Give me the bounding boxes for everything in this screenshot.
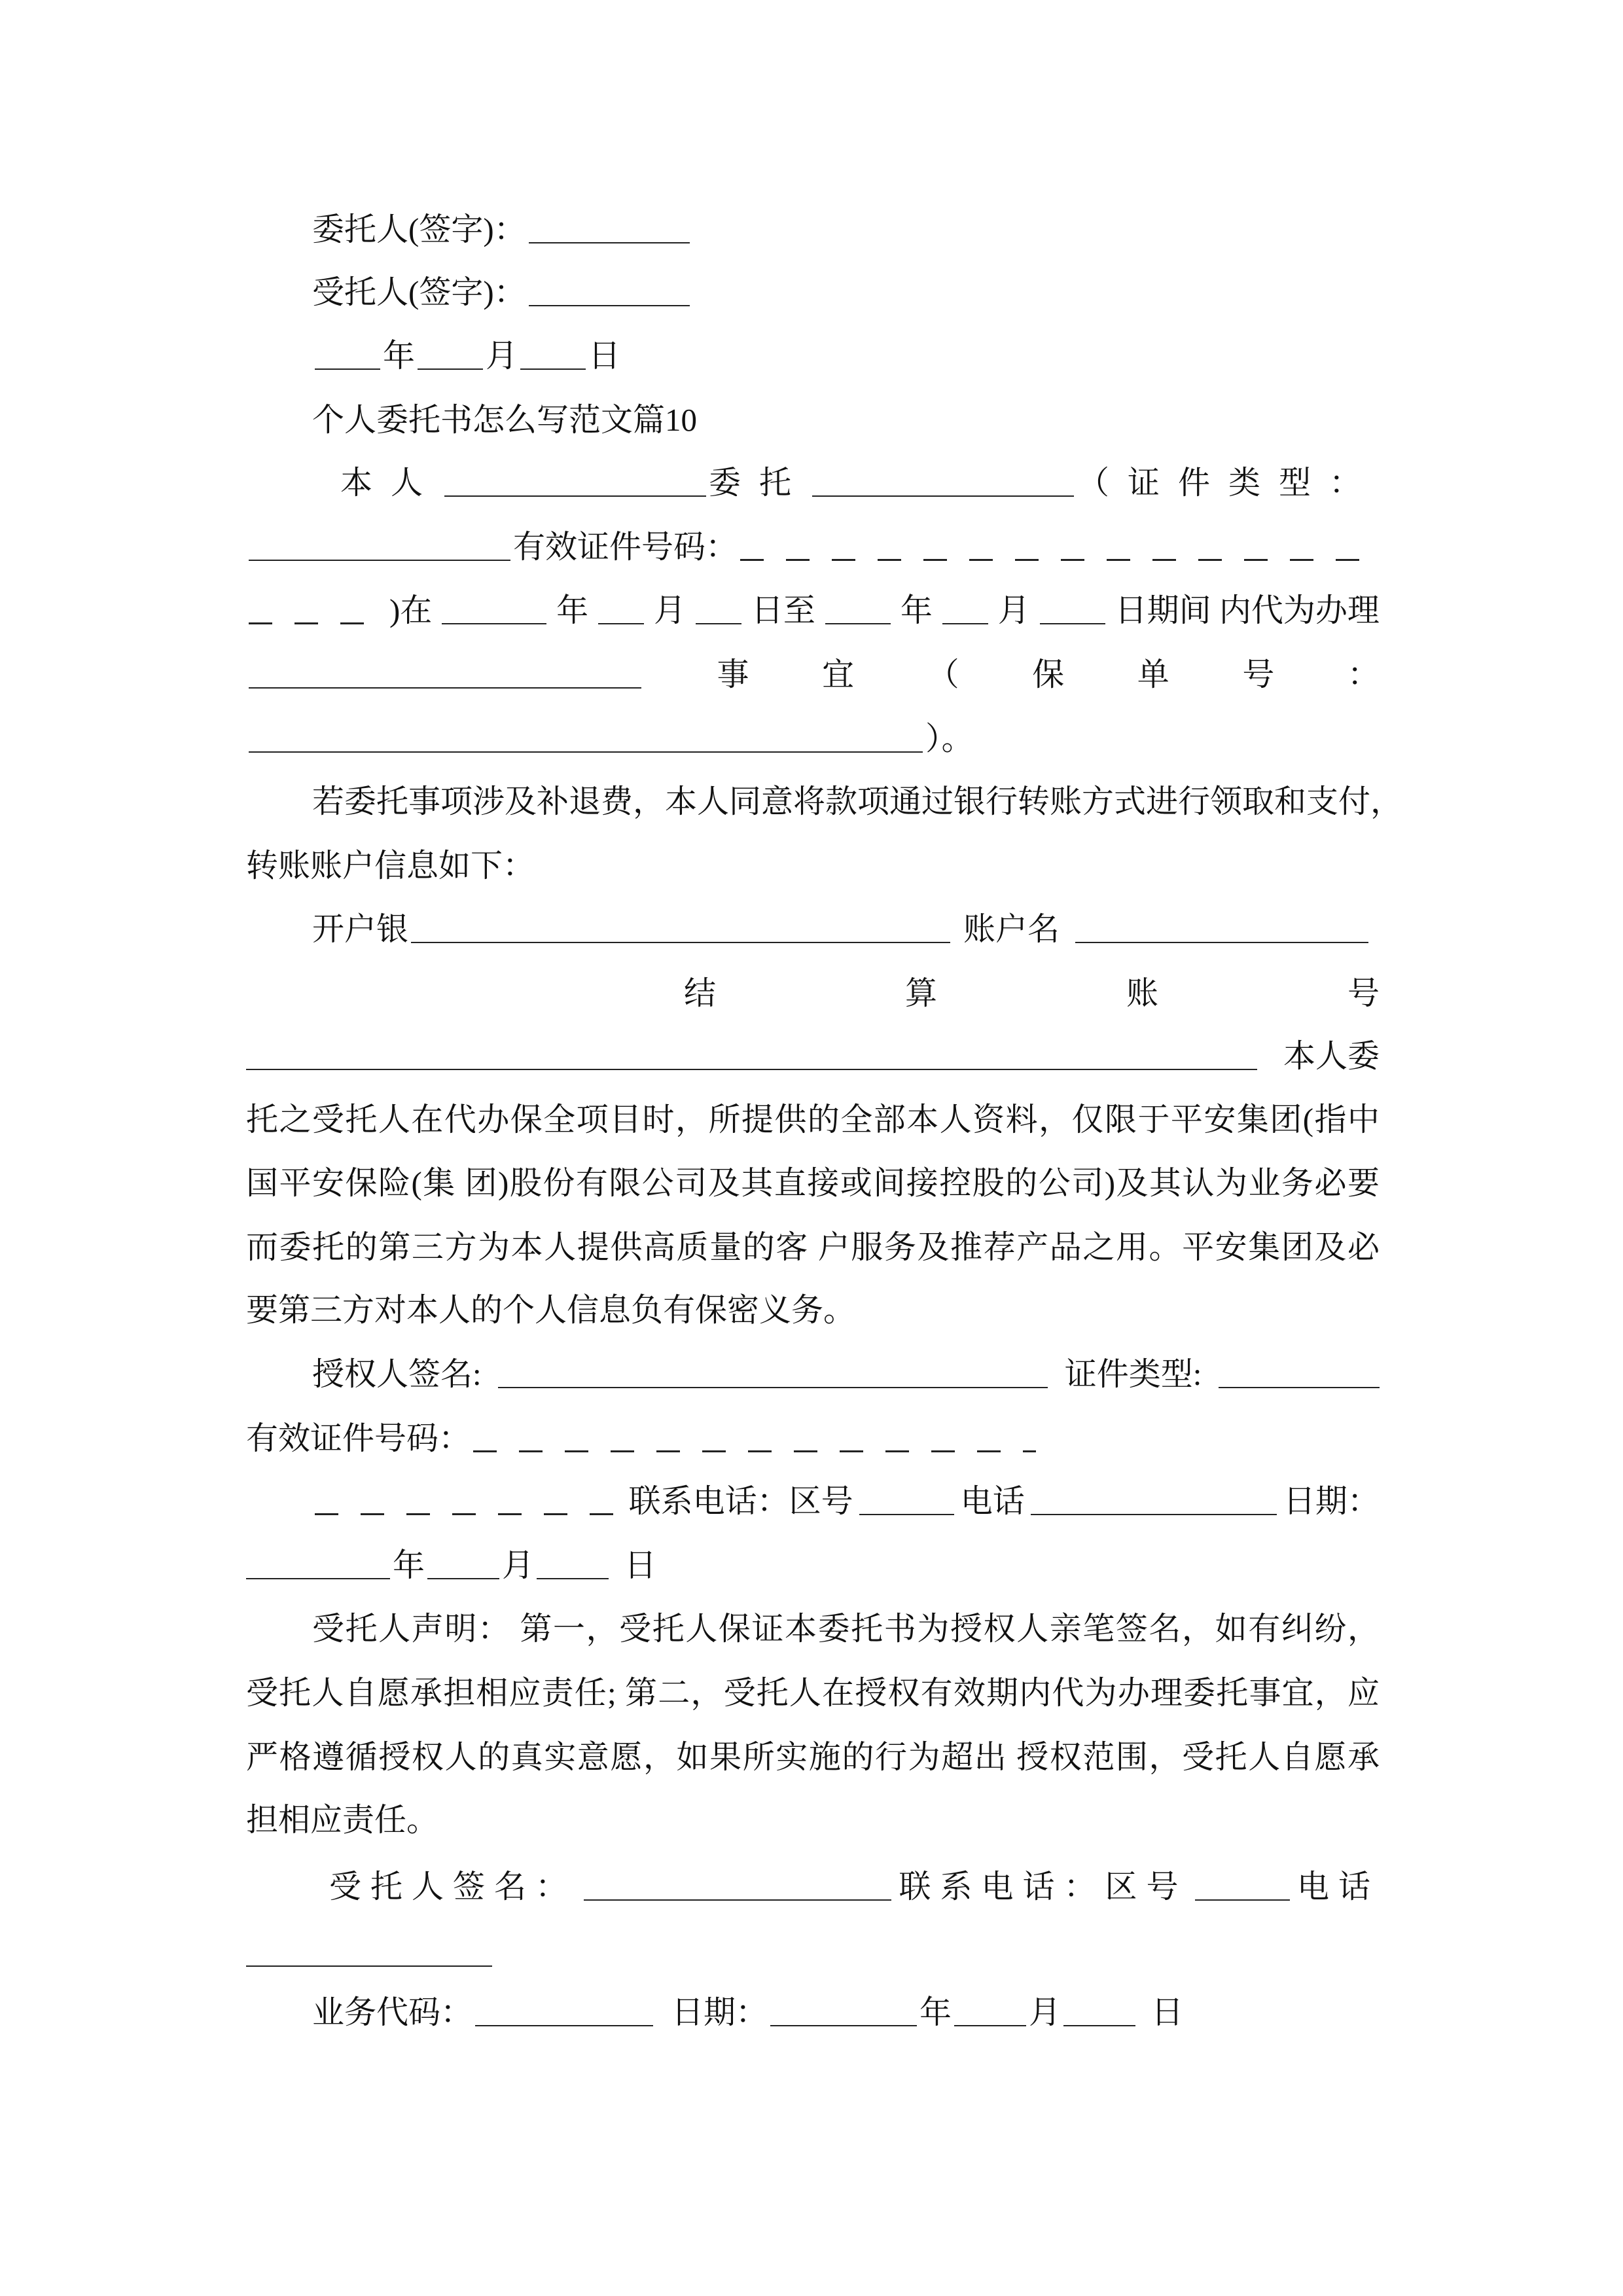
paragraph-line (246, 1290, 1380, 1331)
label: 联系电话：区号 (628, 1483, 853, 1519)
year-blank[interactable] (246, 1574, 390, 1579)
text: （ (927, 656, 959, 692)
area-code-blank[interactable] (859, 1510, 954, 1515)
text: 月 (1029, 1994, 1061, 2030)
year-label: 年 (383, 338, 416, 374)
principal-signature-line (312, 209, 1380, 250)
account-number-label-line (684, 973, 1380, 1014)
policy-number-line (246, 719, 1380, 759)
id-number-line (246, 527, 1380, 567)
label: 有效证件号码： (513, 529, 738, 565)
account-number-line (246, 1036, 1380, 1077)
text: 保 (1032, 656, 1065, 692)
id-number-dashes[interactable] (473, 1450, 1036, 1452)
phone-blank[interactable] (1031, 1510, 1277, 1515)
month-label: 月 (486, 338, 518, 374)
blank[interactable] (442, 619, 546, 624)
matter-blank[interactable] (249, 683, 641, 689)
text: 受托人声明： 第一，受托人保证本委托书为授权人亲笔签名，如有纠纷， (312, 1611, 1380, 1647)
agent-signature-line-2 (329, 1867, 1380, 1907)
text: 要第三方对本人的个人信息负有保密义务。 (246, 1292, 856, 1328)
text: 结 (684, 975, 717, 1011)
title-text: 个人委托书怎么写范文篇10 (312, 402, 698, 438)
label: 日期： (671, 1994, 768, 2030)
label: 受托人签名： (329, 1869, 577, 1905)
bank-blank[interactable] (411, 938, 950, 943)
paragraph-line (246, 1800, 1380, 1840)
text: 严格遵循授权人的真实意愿，如果所实施的行为超出 授权范围，受托人自愿承 (246, 1739, 1380, 1775)
agent-signature-blank[interactable] (584, 1895, 891, 1901)
bank-line (312, 909, 1380, 950)
month-blank[interactable] (418, 365, 483, 370)
text: 月 (502, 1547, 535, 1583)
text: 本人 (340, 465, 442, 501)
entrusted-blank[interactable] (812, 492, 1074, 497)
text: 年 (900, 592, 933, 628)
self-blank[interactable] (444, 492, 706, 497)
business-code-blank[interactable] (475, 2021, 653, 2026)
text: 担相应责任。 (246, 1802, 439, 1838)
policy-number-blank[interactable] (249, 747, 923, 753)
paragraph-line (246, 1227, 1380, 1268)
text: 单 (1137, 656, 1169, 692)
label: 受托人(签字)： (312, 274, 526, 310)
agent-signature-blank[interactable] (529, 301, 690, 306)
paragraph-line (312, 1609, 1380, 1649)
phone-continuation-line (246, 1933, 1380, 1973)
area-code-blank[interactable] (1195, 1895, 1290, 1901)
paragraph-line (246, 1673, 1380, 1713)
text: 宜 (822, 656, 855, 692)
bank-label: 开户银 (312, 911, 409, 947)
text: 年 (556, 592, 589, 628)
authorizer-id-line (246, 1418, 1380, 1459)
text: 事 (717, 656, 749, 692)
text: 日期间 内代为办理 (1115, 592, 1380, 628)
text: 年 (919, 1994, 952, 2030)
id-number-dashes[interactable] (315, 1513, 622, 1515)
text: （证件类型： (1077, 465, 1380, 501)
month-blank[interactable] (427, 1574, 499, 1579)
authorizer-phone-line (312, 1481, 1380, 1522)
text: 若委托事项涉及补退费，本人同意将款项通过银行转账方式进行领取和支付， (312, 783, 1403, 819)
text: 日至 (751, 592, 815, 628)
blank[interactable] (825, 619, 891, 624)
account-name-label: 账户名 (963, 911, 1060, 947)
year-blank[interactable] (315, 365, 380, 370)
text: 托之受托人在代办保全项目时，所提供的全部本人资料，仅限于平安集团(指中 (246, 1102, 1380, 1138)
text: )在 (389, 592, 433, 628)
text: 本人委 (1283, 1038, 1380, 1074)
agent-signature-line (312, 272, 1380, 313)
paragraph-line (312, 781, 1403, 822)
text: 账 (1126, 975, 1158, 1011)
matter-line (246, 655, 1380, 695)
text: ）。 (925, 721, 974, 757)
text: 算 (904, 975, 937, 1011)
section-title (312, 400, 1380, 440)
text: 受托人自愿承担相应责任; 第二，受托人在授权有效期内代为办理委托事宜，应 (246, 1675, 1380, 1711)
paragraph-line (246, 1163, 1380, 1204)
blank[interactable] (1040, 619, 1105, 624)
day-blank[interactable] (1063, 2021, 1135, 2026)
label: 电话 (1296, 1869, 1380, 1905)
day-label: 日 (588, 338, 621, 374)
principal-signature-blank[interactable] (529, 238, 690, 243)
account-number-blank[interactable] (246, 1065, 1257, 1070)
text: 转账账户信息如下： (246, 848, 535, 884)
paragraph-line (246, 846, 1380, 886)
label: 电话 (960, 1483, 1025, 1519)
account-name-blank[interactable] (1075, 938, 1368, 943)
label: 业务代码： (312, 1994, 473, 2030)
year-blank[interactable] (770, 2021, 917, 2026)
text: 月 (997, 592, 1030, 628)
label: 证件类型: (1064, 1356, 1202, 1392)
authorizer-signature-blank[interactable] (498, 1383, 1048, 1388)
phone-blank[interactable] (246, 1962, 492, 1967)
paragraph-line (246, 1100, 1380, 1140)
blank[interactable] (942, 619, 988, 624)
text: 而委托的第三方为本人提供高质量的客 户服务及推荐产品之用。平安集团及必 (246, 1229, 1380, 1265)
text: 日 (624, 1547, 657, 1583)
text: 年 (393, 1547, 425, 1583)
label: 联系电话：区号 (899, 1869, 1188, 1905)
blank[interactable] (598, 619, 644, 624)
business-code-line (312, 1992, 1380, 2033)
text: 号 (1347, 975, 1380, 1011)
authorizer-signature-line (312, 1354, 1380, 1395)
day-blank[interactable] (520, 365, 586, 370)
id-type-blank[interactable] (1219, 1383, 1380, 1388)
label: 授权人签名: (312, 1356, 482, 1392)
text: 委托 (708, 465, 810, 501)
text: 号 (1242, 656, 1275, 692)
text: 日 (1151, 1994, 1184, 2030)
authorizer-date-line (246, 1545, 1380, 1586)
text: ： (1347, 656, 1380, 692)
label: 日期： (1283, 1483, 1380, 1519)
text: 国平安保险(集 团)股份有限公司及其直接或间接控股的公司)及其认为业务必要 (246, 1165, 1380, 1201)
paragraph-line (246, 1737, 1380, 1778)
entrust-line (340, 463, 1380, 503)
label: 有效证件号码： (246, 1420, 471, 1456)
blank[interactable] (696, 619, 741, 624)
label: 委托人(签字)： (312, 211, 526, 247)
text: 月 (654, 592, 687, 628)
date-line (312, 336, 1380, 376)
period-line (246, 590, 1380, 631)
day-blank[interactable] (537, 1574, 609, 1579)
id-number-dashes[interactable] (249, 622, 380, 624)
id-type-blank[interactable] (249, 556, 510, 561)
month-blank[interactable] (954, 2021, 1026, 2026)
id-number-dashes[interactable] (740, 559, 1377, 561)
